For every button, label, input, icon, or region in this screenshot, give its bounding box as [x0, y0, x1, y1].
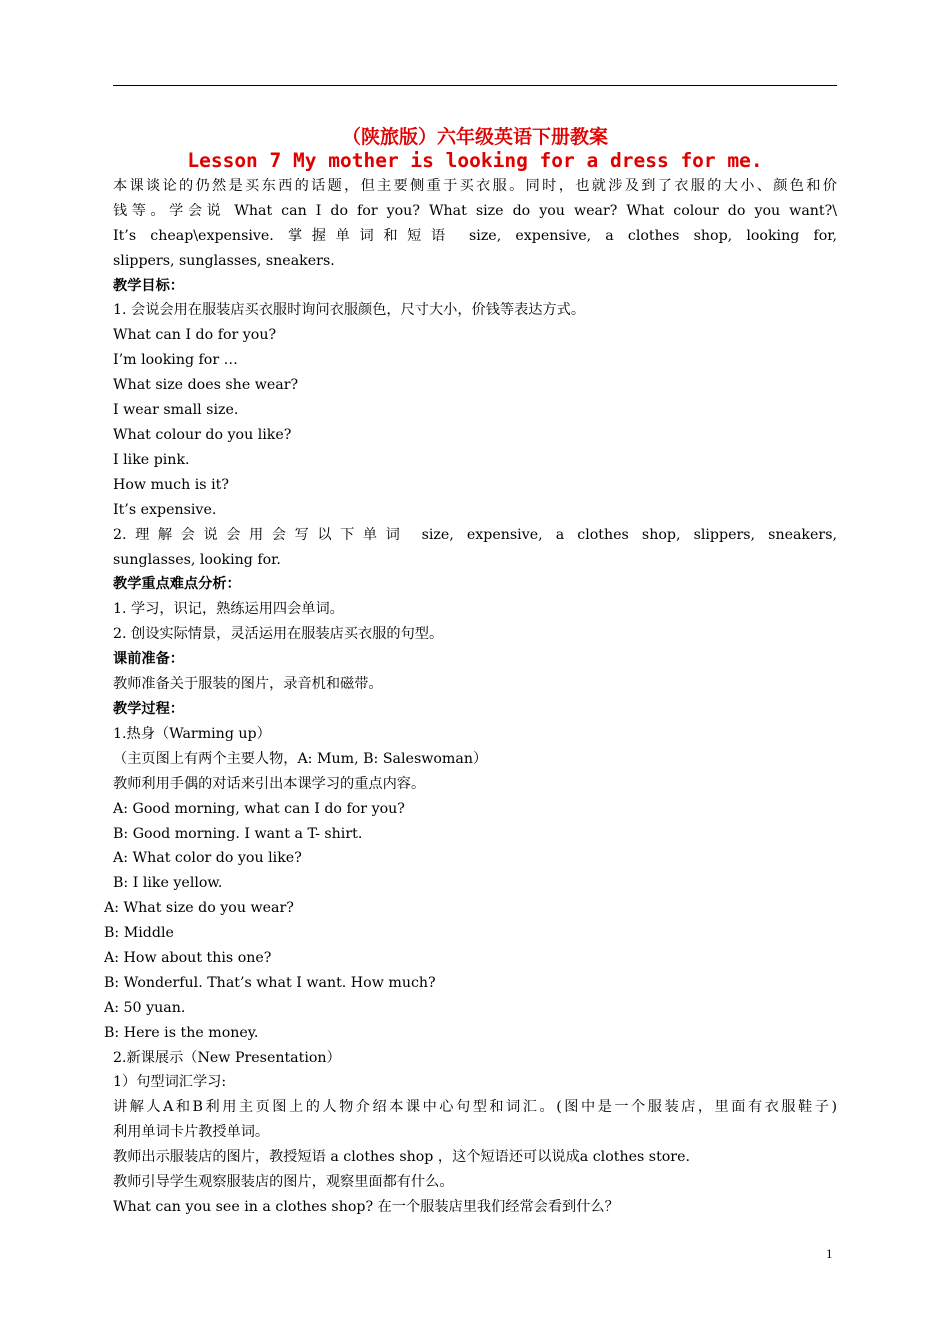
body-line: 1）句型词汇学习: [113, 1074, 227, 1090]
document-title: （陕旅版）六年级英语下册教案 [341, 126, 608, 148]
section-heading: 教学目标： [113, 278, 184, 294]
example-sentence: What colour do you like? [113, 427, 292, 443]
section-heading: 教学过程： [113, 701, 184, 717]
dialogue-line: B: I like yellow. [113, 875, 223, 891]
body-line: 2.理解会说会用会写以下单词 size, expensive, a clothes shop, slippers, sneakers, [113, 527, 837, 543]
example-sentence: What can I do for you? [113, 327, 277, 343]
example-sentence: What size does she wear? [113, 377, 299, 393]
dialogue-line: A: What size do you wear? [104, 900, 294, 916]
body-line: 教师出示服装店的图片，教授短语 a clothes shop ，这个短语还可以说成a clothes store. [113, 1149, 690, 1165]
body-line: 教师利用手偶的对话来引出本课学习的重点内容。 [113, 776, 426, 792]
dialogue-line: B: Wonderful. That’s what I want. How much? [104, 975, 436, 991]
body-line: What can you see in a clothes shop? 在一个服装店里我们经常会看到什么？ [113, 1199, 619, 1215]
dialogue-line: B: Good morning. I want a T- shirt. [113, 826, 363, 842]
body-line: 讲解人A和B利用主页图上的人物介绍本课中心句型和词汇。(图中是一个服装店，里面有衣服鞋子) [113, 1099, 837, 1115]
dialogue-line: A: How about this one? [104, 950, 272, 966]
body-line: 钱等。学会说 What can I do for you? What size do you wear? What colour do you want?\ [113, 203, 837, 219]
example-sentence: How much is it? [113, 477, 229, 493]
body-line: It’s cheap\expensive. 掌握单词和短语 size, expensive, a clothes shop, looking for, [113, 228, 837, 244]
page-number: 1 [826, 1246, 833, 1261]
header-rule [113, 85, 837, 86]
example-sentence: I like pink. [113, 452, 190, 468]
example-sentence: It’s expensive. [113, 502, 217, 518]
body-line: （主页图上有两个主要人物，A: Mum, B: Saleswoman） [113, 751, 488, 767]
lesson-subtitle: Lesson 7 My mother is looking for a dress for me. [187, 149, 763, 172]
section-heading: 课前准备： [113, 651, 184, 667]
body-line: 2. 创设实际情景，灵活运用在服装店买衣服的句型。 [113, 626, 444, 642]
example-sentence: I’m looking for … [113, 352, 238, 368]
example-sentence: I wear small size. [113, 402, 239, 418]
body-line: 1. 会说会用在服装店买衣服时询问衣服颜色，尺寸大小，价钱等表达方式。 [113, 302, 586, 318]
dialogue-line: B: Middle [104, 925, 174, 941]
body-line: slippers, sunglasses, sneakers. [113, 253, 335, 269]
body-line: 本课谈论的仍然是买东西的话题，但主要侧重于买衣服。同时，也就涉及到了衣服的大小、颜色和价 [113, 178, 837, 194]
dialogue-line: A: What color do you like? [113, 850, 302, 866]
dialogue-line: B: Here is the money. [104, 1025, 259, 1041]
body-line: 利用单词卡片教授单词。 [113, 1124, 270, 1140]
body-line: 1.热身（Warming up） [113, 726, 271, 742]
dialogue-line: A: 50 yuan. [104, 1000, 186, 1016]
body-line: 教师准备关于服装的图片，录音机和磁带。 [113, 676, 383, 692]
section-heading: 教学重点难点分析： [113, 576, 241, 592]
body-line: 2.新课展示（New Presentation） [113, 1050, 341, 1066]
body-line: 教师引导学生观察服装店的图片，观察里面都有什么。 [113, 1174, 454, 1190]
dialogue-line: A: Good morning, what can I do for you? [113, 801, 405, 817]
body-line: sunglasses, looking for. [113, 552, 281, 568]
body-line: 1. 学习，识记，熟练运用四会单词。 [113, 601, 344, 617]
